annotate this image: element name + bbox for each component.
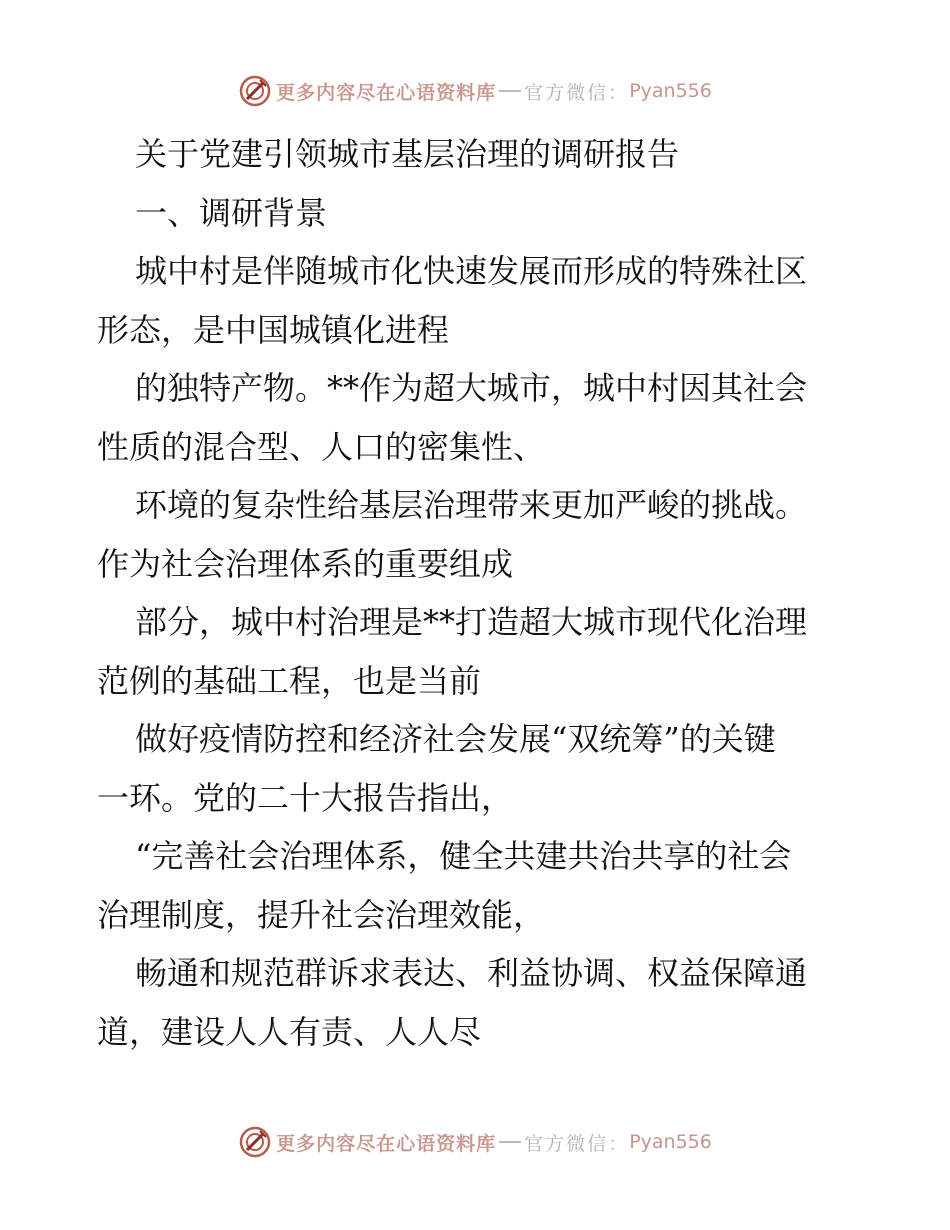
watermark-group <box>238 1125 712 1159</box>
seal-logo-icon <box>238 1125 272 1159</box>
paragraph-line: 部分，城中村治理是**打造超大城市现代化治理 <box>135 603 808 641</box>
watermark-id: Pyan556 <box>629 80 712 102</box>
watermark-brand: 更多内容尽在心语资料库 <box>276 81 497 104</box>
paragraph-line: 形态，是中国城镇化进程 <box>97 310 450 349</box>
paragraph-line: 一环。党的二十大报告指出， <box>97 778 514 817</box>
paragraph-line: 做好疫情防控和经济社会发展“双统筹”的关键 <box>135 720 776 758</box>
paragraph-line: 环境的复杂性给基层治理带来更加严峻的挑战。 <box>135 486 808 524</box>
watermark-divider <box>499 1141 521 1143</box>
paragraph-line: 作为社会治理体系的重要组成 <box>97 544 514 583</box>
paragraph-line: “完善社会治理体系，健全共建共治共享的社会 <box>135 837 792 875</box>
paragraph-line: 治理制度，提升社会治理效能， <box>97 895 546 934</box>
document-title: 关于党建引领城市基层治理的调研报告 <box>135 135 680 173</box>
watermark-brand: 更多内容尽在心语资料库 <box>276 1132 497 1155</box>
watermark-group <box>238 74 712 108</box>
footer-watermark <box>0 1122 950 1162</box>
document-body <box>97 125 857 1061</box>
watermark-id: Pyan556 <box>629 1131 712 1153</box>
watermark-divider <box>499 90 521 92</box>
paragraph-line: 道，建设人人有责、人人尽 <box>97 1012 482 1051</box>
paragraph-line: 畅通和规范群诉求表达、利益协调、权益保障通 <box>135 954 808 992</box>
header-watermark <box>0 71 950 111</box>
section-heading: 一、调研背景 <box>135 193 328 232</box>
seal-logo-icon <box>238 74 272 108</box>
watermark-label: 官方微信： <box>524 1132 630 1155</box>
paragraph-line: 范例的基础工程，也是当前 <box>97 661 482 700</box>
paragraph-line: 城中村是伴随城市化快速发展而形成的特殊社区 <box>135 252 808 290</box>
paragraph-line: 的独特产物。**作为超大城市，城中村因其社会 <box>135 369 808 407</box>
watermark-label: 官方微信： <box>524 81 630 104</box>
paragraph-line: 性质的混合型、人口的密集性、 <box>97 427 546 466</box>
